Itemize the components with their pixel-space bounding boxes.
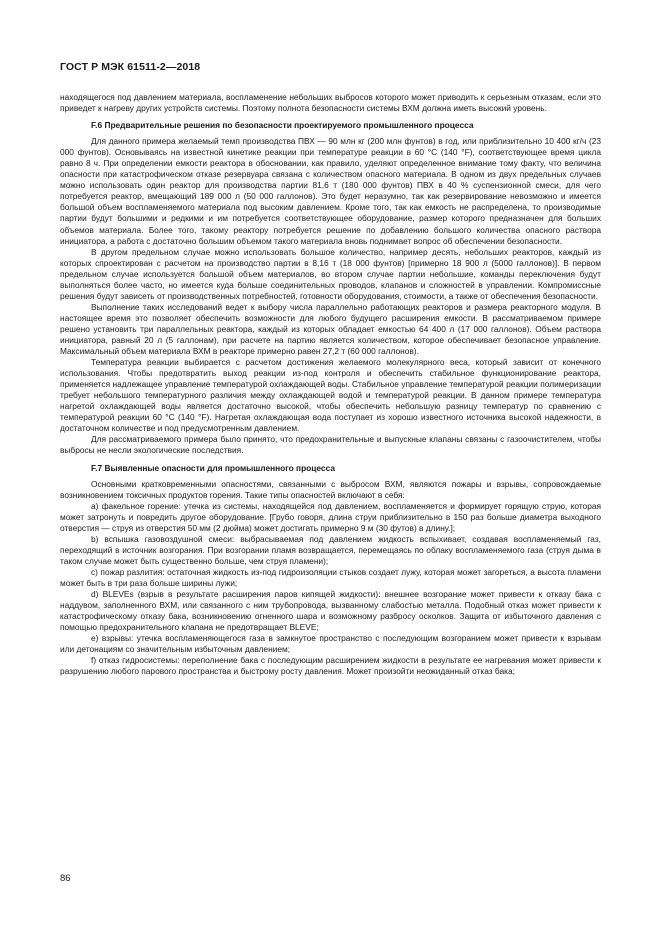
paragraph: Для рассматриваемого примера было принято, что предохранительные и выпускные клапаны связаны с газоочистителем, чтобы выбросы не несли экологические последствия. xyxy=(60,434,601,456)
list-item: d) BLEVEs (взрыв в результате расширения паров кипящей жидкости): внешнее возгорание может привести к отказу бака с наддувом, заполненного ВХМ, или связанного с ним трубопровода, вызванному слабостью металла. Подобный отказ может привести к катастрофическому отказу бака, возникновению огненного шара и возможному разбросу осколков. Защита от избыточного давления с помощью предохранительного клапана не предотвращает BLEVE; xyxy=(60,589,601,633)
list-item: f) отказ гидросистемы: переполнение бака с последующим расширением жидкости в результате ее нагревания может привести к разрушению любого парового пространства и быстрому росту давления. Может произойти неожиданный отказ бака; xyxy=(60,655,601,677)
list-item: a) факельное горение: утечка из системы, находящейся под давлением, воспламеняется и формирует горящую струю, которая может затронуть и повредить другое оборудование. [Грубо говоря, длина струи приблизительно в 150 раз больше диаметра выходного отверстия — струя из отверстия 50 мм (2 дюйма) может достигать примерно 9 м (30 футов) в длину.]; xyxy=(60,500,601,533)
paragraph: Температура реакции выбирается с расчетом достижения желаемого молекулярного веса, который зависит от конечного использования. Чтобы предотвратить выход реакции из-под контроля и обеспечить стабильное функционирование реактора, применяется надлежащее управление температурой охлаждающей воды. Стабильное управление температурой реакции полимеризации требует небольшого температурного различия между охлаждающей водой и температурой реакции. В данном примере температура нагретой охлаждающей воды является достаточно высокой, чтобы обеспечить небольшую разницу температур по сравнению с температурой реакции 60 °С (140 °F). Нагретая охлаждающая вода поступает из хорошо известного источника высокой надежности, в достаточном количестве и под предусмотренным давлением. xyxy=(60,357,601,434)
page-number: 86 xyxy=(60,873,71,884)
standard-header: ГОСТ Р МЭК 61511-2—2018 xyxy=(60,61,201,73)
list-item: e) взрывы: утечка воспламеняющегося газа в замкнутое пространство с последующим возгоранием может привести к взрывам или детонациям со значительным избыточным давлением; xyxy=(60,633,601,655)
section-heading-f7: F.7 Выявленные опасности для промышленного процесса xyxy=(91,462,335,473)
paragraph: Выполнение таких исследований ведет к выбору числа параллельно работающих реакторов и размера реакторного модуля. В настоящее время это позволяет обеспечить возможности для любого будущего расширения емкости. В рассматриваемом примере решено установить три параллельных реактора, каждый из которых обладает емкостью 64 400 л (17 000 галлонов). Объем раствора инициатора, равный 20 л (5 галлонам), при расчете на партию является количеством, которое обеспечивает безопасное управление. Максимальный объем материала ВХМ в реакторе примерно равен 27,2 т (60 000 галлонов). xyxy=(60,301,601,357)
list-item: c) пожар разлития: остаточная жидкость из-под гидроизоляции стыков создает лужу, которая может загореться, а высота пламени может быть в три раза больше ширины лужи; xyxy=(60,566,601,588)
list-item: b) вспышка газовоздушной смеси: выбрасываемая под давлением жидкость вспыхивает, создавая воспламеняемый газ, переходящий в источник возгорания. При возгорании пламя возвращается, перемещаясь по облаку воспламеняемого газа (струя дыма в таком случае может быть существенно больше, чем струя пламени); xyxy=(60,533,601,566)
paragraph: Для данного примера желаемый темп производства ПВХ — 90 млн кг (200 млн фунтов) в год, или приблизительно 10 400 кг/ч (23 000 фунтов). Основываясь на известной кинетике реакции при температуре реакции в 60 °С (140 °F), соответствующее время цикла равно 8 ч. При определении емкости реактора в обосновании, как правило, уделяют определенное внимание тому факту, что величина опасности при катастрофическом отказе резервуара связана с количеством опасного материала. В одном из двух предельных случаев можно использовать один реактор для производства партии 81,6 т (180 000 фунтов) ПВХ в 40 % суспензионной смеси, для чего потребуется реактор, вмещающий 189 000 л (50 000 галлонов). Это будет неразумно, так как резервирование невозможно и имеется большой объем воспламеняемого материала под высоким давлением. Кроме того, так как емкость не распределена, то производимые партии будут большими и редкими и им потребуется соответствующее оборудование, размер которого предназначен для больших объемов материала. Более того, такому реактору потребуется решение по добавлению большого количества опасного раствора инициатора, а работа с достаточно большим объемом такого материала вновь поднимает вопрос об обеспечении безопасности. xyxy=(60,136,601,246)
section-heading-f6: F.6 Предварительные решения по безопасности проектируемого промышленного процесса xyxy=(91,120,474,131)
page-content xyxy=(60,92,601,677)
paragraph: Основными кратковременными опасностями, связанными с выбросом ВХМ, являются пожары и взрывы, сопровождаемые возникновением токсичных продуктов горения. Такие типы опасностей включают в себя: xyxy=(60,478,601,500)
paragraph: В другом предельном случае можно использовать большое количество, например десять, небольших реакторов, каждый из которых спроектирован с расчетом на производство партии в 8,16 т (18 000 фунтов) [примерно 18 900 л (5000 галлонов)]. В первом предельном случае используется большой объем материалов, во втором случае партии небольшие, команды переключения будут выполняться более часто, но имеется куда больше соединительных проводов, клапанов и сложностей в управлении. Компромиссные решения будут зависеть от производственных потребностей, готовности оборудования, стоимости, а также от обеспечения безопасности. xyxy=(60,246,601,301)
intro-paragraph: находящегося под давлением материала, воспламенение небольших выбросов которого может приводить к серьезным отказам, если это приведет к нагреву других устройств системы. Поэтому полнота безопасности системы ВХМ должна иметь высокий уровень. xyxy=(60,92,601,114)
